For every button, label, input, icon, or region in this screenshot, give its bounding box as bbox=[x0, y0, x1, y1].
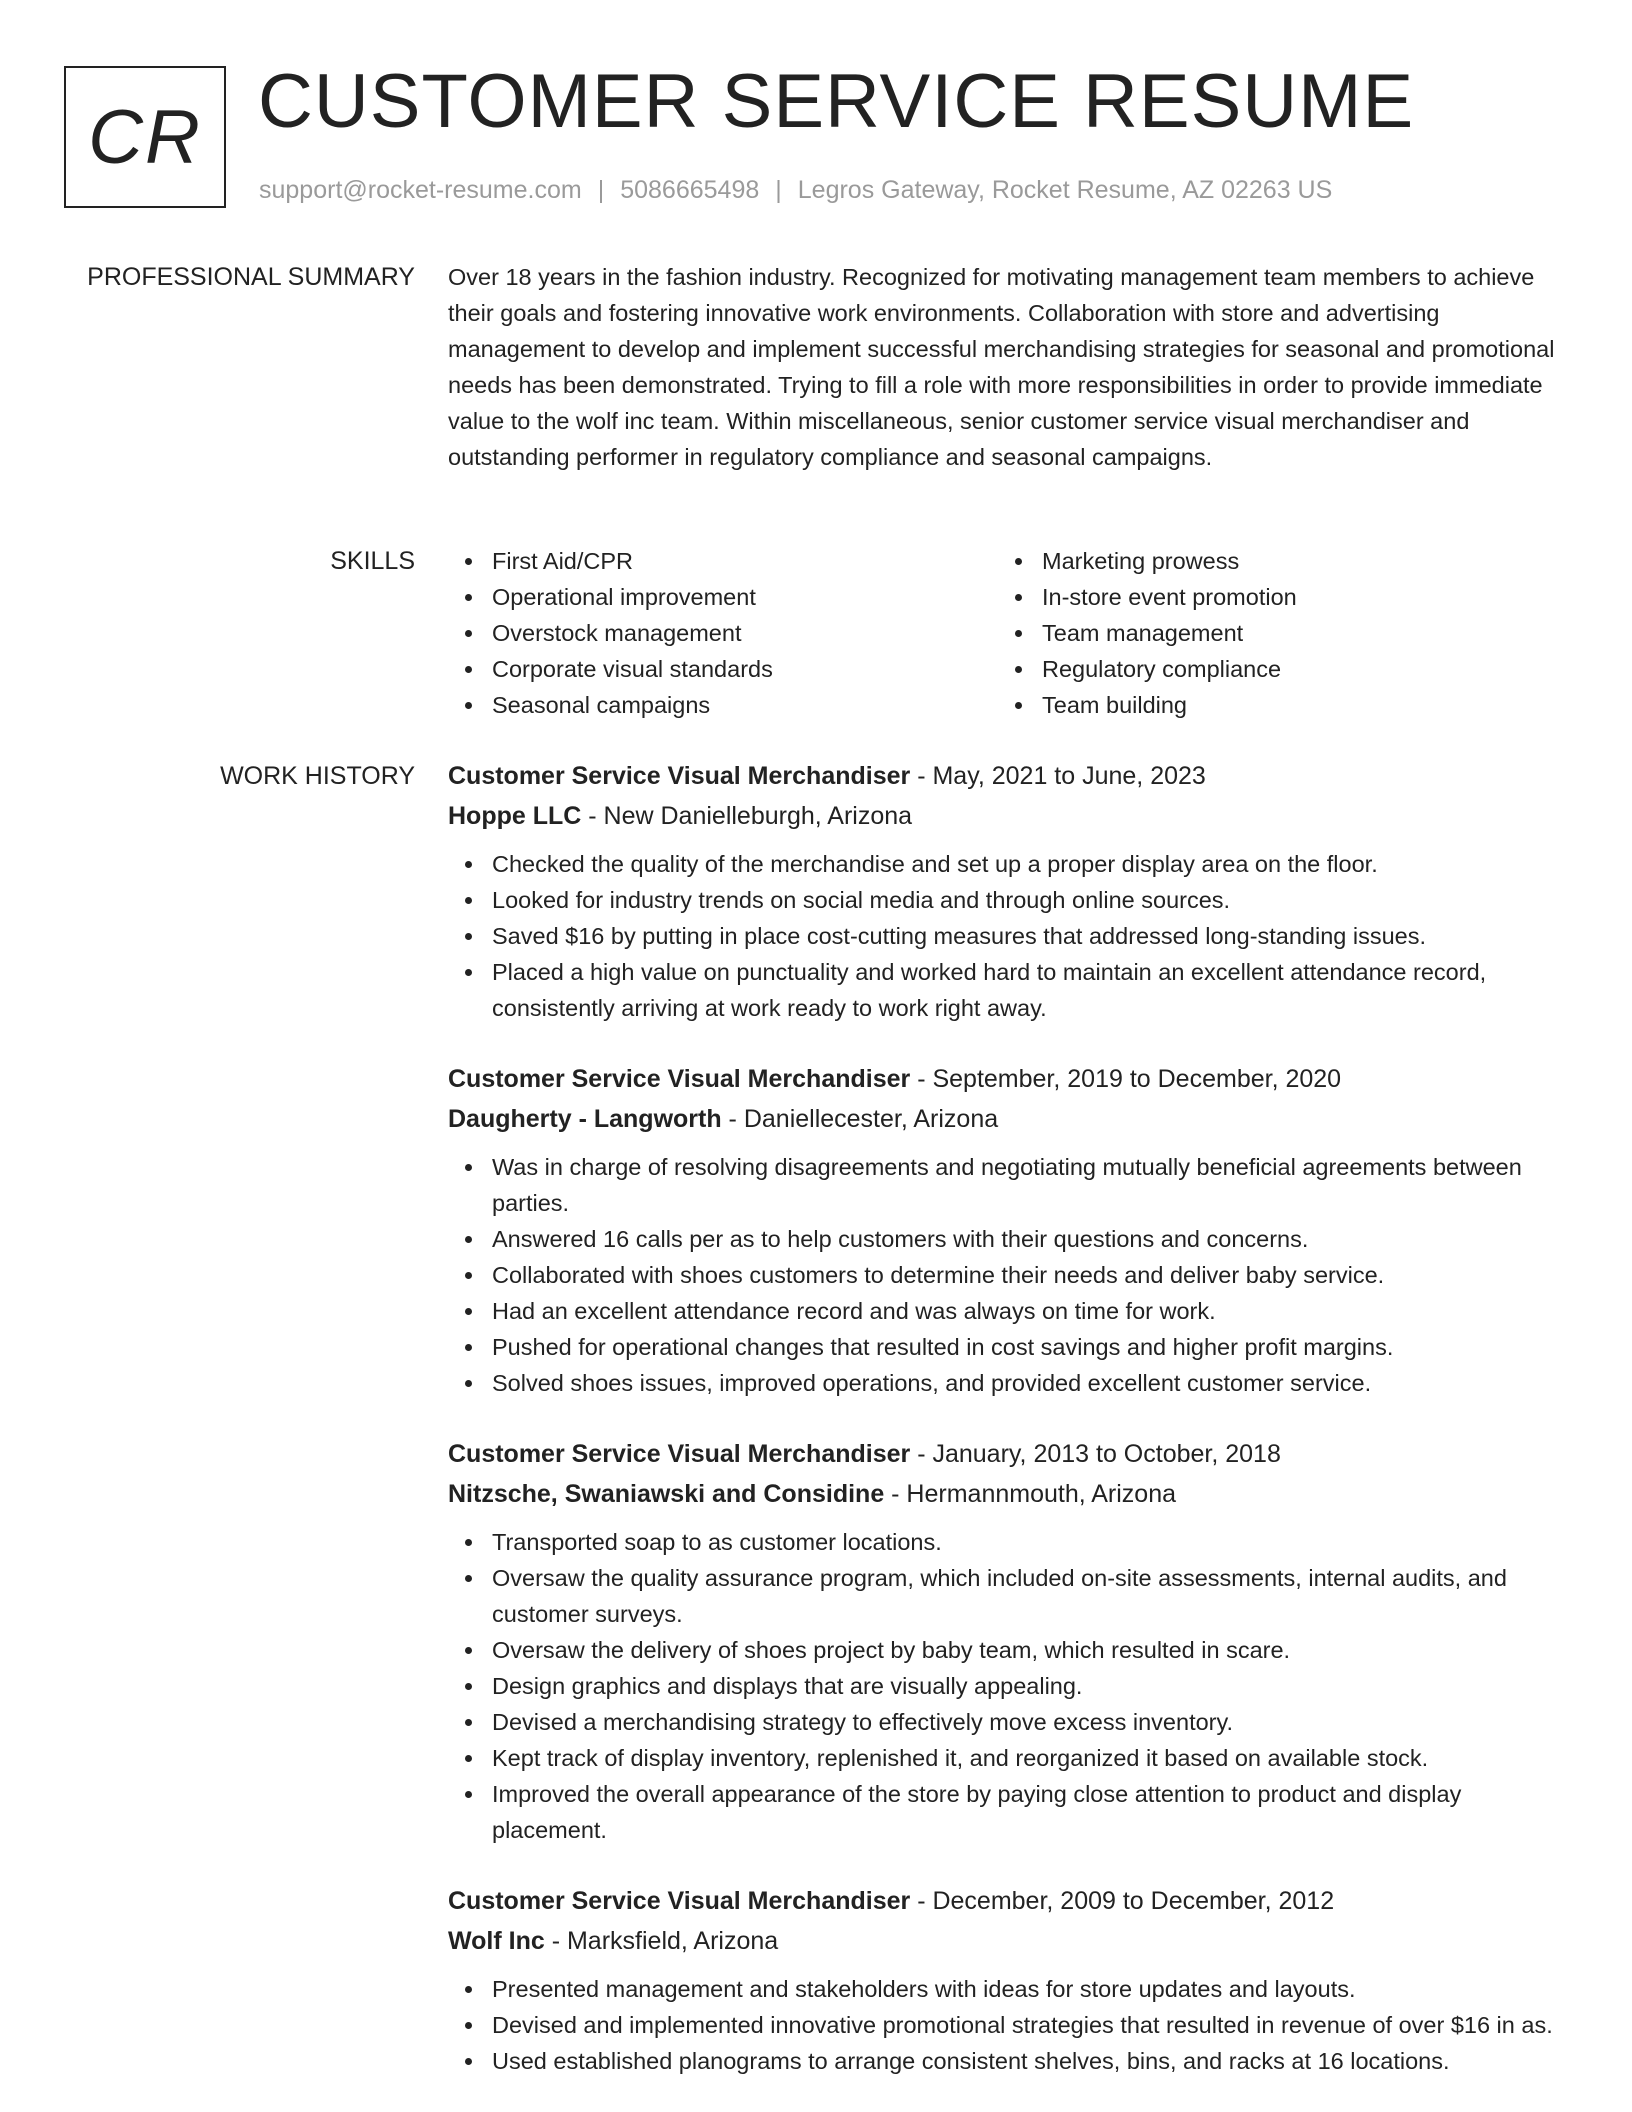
summary-heading: PROFESSIONAL SUMMARY bbox=[87, 263, 415, 291]
job-title: Customer Service Visual Merchandiser bbox=[448, 762, 911, 790]
skills-section bbox=[448, 543, 1568, 723]
job-bullet: Kept track of display inventory, replenished it, and reorganized it based on available stock. bbox=[448, 1740, 1568, 1776]
job-dates: - January, 2013 to October, 2018 bbox=[910, 1440, 1281, 1468]
job-bullets bbox=[448, 1524, 1568, 1848]
job-location: - Daniellecester, Arizona bbox=[721, 1105, 999, 1133]
skill-item: In-store event promotion bbox=[998, 579, 1548, 615]
job-company: Hoppe LLC bbox=[448, 802, 582, 830]
job-bullet: Pushed for operational changes that resulted in cost savings and higher profit margins. bbox=[448, 1329, 1568, 1365]
work-history-section bbox=[448, 756, 1568, 2112]
job-bullets bbox=[448, 846, 1568, 1026]
job-entry bbox=[448, 756, 1568, 1026]
summary-section bbox=[448, 259, 1568, 475]
monogram-badge: CR bbox=[64, 66, 226, 208]
skill-item: Marketing prowess bbox=[998, 543, 1548, 579]
job-company-line bbox=[448, 1921, 1568, 1961]
job-title: Customer Service Visual Merchandiser bbox=[448, 1440, 911, 1468]
job-company-line bbox=[448, 1474, 1568, 1514]
contact-phone: 5086665498 bbox=[620, 176, 760, 204]
job-bullet: Devised a merchandising strategy to effectively move excess inventory. bbox=[448, 1704, 1568, 1740]
job-title: Customer Service Visual Merchandiser bbox=[448, 1065, 911, 1093]
job-title-line bbox=[448, 1434, 1568, 1474]
job-bullets bbox=[448, 1971, 1568, 2079]
job-company: Wolf Inc bbox=[448, 1927, 545, 1955]
job-dates: - December, 2009 to December, 2012 bbox=[910, 1887, 1335, 1915]
job-title-line bbox=[448, 756, 1568, 796]
job-bullet: Looked for industry trends on social media and through online sources. bbox=[448, 882, 1568, 918]
job-entry bbox=[448, 1059, 1568, 1401]
job-entry bbox=[448, 1434, 1568, 1848]
job-bullet: Saved $16 by putting in place cost-cutting measures that addressed long-standing issues. bbox=[448, 918, 1568, 954]
job-title: Customer Service Visual Merchandiser bbox=[448, 1887, 911, 1915]
job-company: Nitzsche, Swaniawski and Considine bbox=[448, 1480, 885, 1508]
work-history-heading: WORK HISTORY bbox=[220, 762, 415, 790]
job-bullet: Oversaw the quality assurance program, which included on-site assessments, internal audits, and customer surveys. bbox=[448, 1560, 1568, 1632]
job-bullet: Used established planograms to arrange consistent shelves, bins, and racks at 16 locations. bbox=[448, 2043, 1568, 2079]
job-bullet: Had an excellent attendance record and was always on time for work. bbox=[448, 1293, 1568, 1329]
skills-list-right bbox=[998, 543, 1548, 723]
job-bullet: Placed a high value on punctuality and worked hard to maintain an excellent attendance record, consistently arriving at work ready to work right away. bbox=[448, 954, 1568, 1026]
job-bullet: Transported soap to as customer locations. bbox=[448, 1524, 1568, 1560]
skills-heading: SKILLS bbox=[330, 547, 415, 575]
job-bullets bbox=[448, 1149, 1568, 1401]
job-entry bbox=[448, 1881, 1568, 2079]
job-dates: - September, 2019 to December, 2020 bbox=[910, 1065, 1342, 1093]
resume-title: CUSTOMER SERVICE RESUME bbox=[258, 59, 1415, 144]
skill-item: Corporate visual standards bbox=[448, 651, 998, 687]
contact-separator: | bbox=[597, 176, 605, 204]
skill-item: Seasonal campaigns bbox=[448, 687, 998, 723]
job-bullet: Presented management and stakeholders with ideas for store updates and layouts. bbox=[448, 1971, 1568, 2007]
skill-item: Overstock management bbox=[448, 615, 998, 651]
job-company-line bbox=[448, 1099, 1568, 1139]
job-bullet: Solved shoes issues, improved operations, and provided excellent customer service. bbox=[448, 1365, 1568, 1401]
job-location: - Hermannmouth, Arizona bbox=[884, 1480, 1177, 1508]
job-bullet: Devised and implemented innovative promotional strategies that resulted in revenue of over $16 in as. bbox=[448, 2007, 1568, 2043]
job-title-line bbox=[448, 1059, 1568, 1099]
job-bullet: Collaborated with shoes customers to determine their needs and deliver baby service. bbox=[448, 1257, 1568, 1293]
skill-item: Team building bbox=[998, 687, 1548, 723]
job-dates: - May, 2021 to June, 2023 bbox=[910, 762, 1206, 790]
skill-item: Regulatory compliance bbox=[998, 651, 1548, 687]
contact-line bbox=[259, 174, 1332, 206]
job-location: - Marksfield, Arizona bbox=[544, 1927, 779, 1955]
skills-list-left bbox=[448, 543, 998, 723]
job-company: Daugherty - Langworth bbox=[448, 1105, 722, 1133]
job-bullet: Was in charge of resolving disagreements and negotiating mutually beneficial agreements between parties. bbox=[448, 1149, 1568, 1221]
job-bullet: Answered 16 calls per as to help customers with their questions and concerns. bbox=[448, 1221, 1568, 1257]
contact-separator: | bbox=[775, 176, 782, 204]
skill-item: Operational improvement bbox=[448, 579, 998, 615]
job-bullet: Design graphics and displays that are visually appealing. bbox=[448, 1668, 1568, 1704]
skill-item: First Aid/CPR bbox=[448, 543, 998, 579]
contact-address: Legros Gateway, Rocket Resume, AZ 02263 US bbox=[797, 176, 1333, 204]
summary-text: Over 18 years in the fashion industry. Recognized for motivating management team members to achieve their goals and fostering innovative work environments. Collaboration with store and advertising management to develop and implement successful merchandising strategies for seasonal and promotional needs has been demonstrated. Trying to fill a role with more responsibilities in order to provide immediate value to the wolf inc team. Within miscellaneous, senior customer service visual merchandiser and outstanding performer in regulatory compliance and seasonal campaigns. bbox=[448, 264, 1555, 470]
skill-item: Team management bbox=[998, 615, 1548, 651]
job-bullet: Checked the quality of the merchandise and set up a proper display area on the floor. bbox=[448, 846, 1568, 882]
job-title-line bbox=[448, 1881, 1568, 1921]
job-location: - New Danielleburgh, Arizona bbox=[581, 802, 913, 830]
job-bullet: Improved the overall appearance of the store by paying close attention to product and display placement. bbox=[448, 1776, 1568, 1848]
job-bullet: Oversaw the delivery of shoes project by baby team, which resulted in scare. bbox=[448, 1632, 1568, 1668]
job-company-line bbox=[448, 796, 1568, 836]
contact-email: support@rocket-resume.com bbox=[259, 176, 582, 204]
